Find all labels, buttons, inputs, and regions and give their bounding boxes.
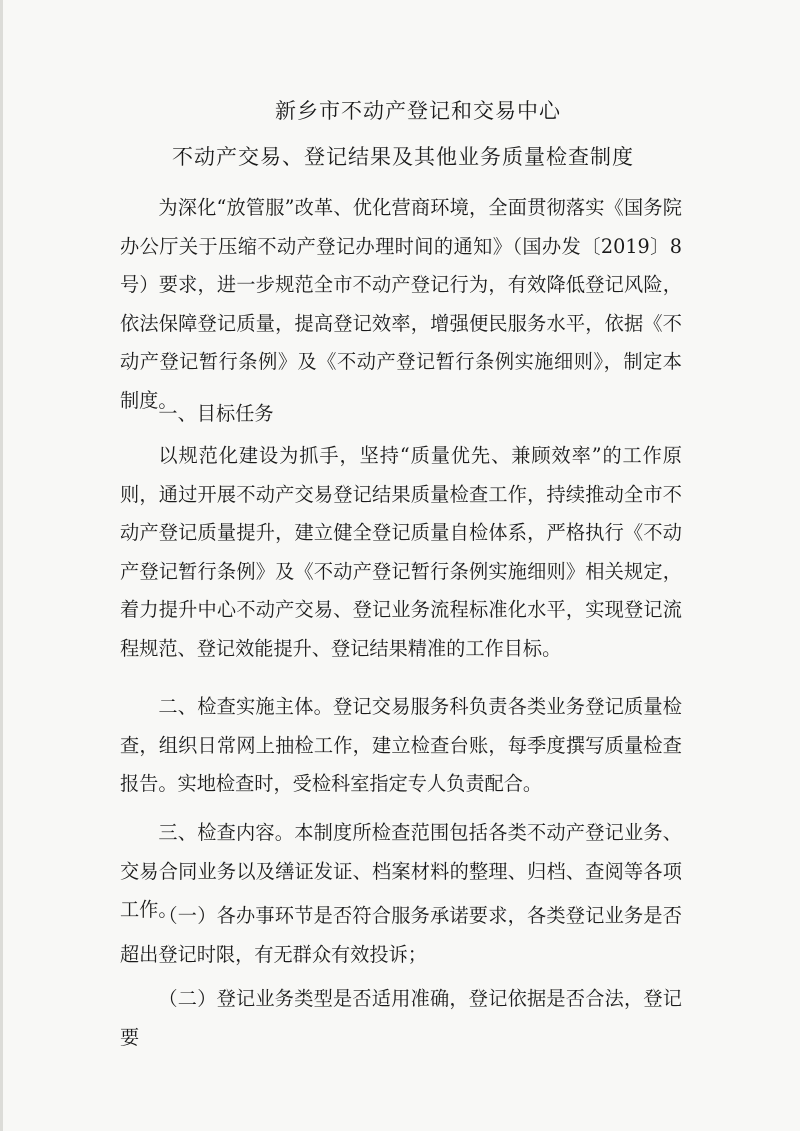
document-title-organization: 新乡市不动产登记和交易中心: [275, 99, 561, 123]
paragraph-goals: 以规范化建设为抓手，坚持“质量优先、兼顾效率”的工作原则，通过开展不动产交易登记结果质量检查工作，持续推动全市不动产登记质量提升，建立健全登记质量自检体系，严格执行《不动产登记暂行条例》及《不动产登记暂行条例实施细则》相关规定，着力提升中心不动产交易、登记业务流程标准化水平，实现登记流程规范、登记效能提升、登记结果精准的工作目标。: [120, 444, 682, 660]
paragraph-preamble: 为深化“放管服”改革、优化营商环境，全面贯彻落实《国务院办公厅关于压缩不动产登记办理时间的通知》（国办发〔2019〕8号）要求，进一步规范全市不动产登记行为，有效降低登记风险，依法保障登记质量，提高登记效率，增强便民服务水平，依据《不动产登记暂行条例》及《不动产登记暂行条例实施细则》，制定本制度。: [120, 196, 682, 412]
paragraph-inspection-subject: 二、检查实施主体。登记交易服务科负责各类业务登记质量检查，组织日常网上抽检工作，建立检查台账，每季度撰写质量检查报告。实地检查时，受检科室指定专人负责配合。: [120, 695, 682, 795]
document-title-regulation: 不动产交易、登记结果及其他业务质量检查制度: [172, 145, 634, 169]
list-item-2: （二）登记业务类型是否适用准确，登记依据是否合法，登记要: [120, 987, 682, 1049]
list-item-1: （一）各办事环节是否符合服务承诺要求，各类登记业务是否超出登记时限，有无群众有效投诉；: [120, 904, 682, 966]
section-heading-goals: 一、目标任务: [158, 402, 274, 425]
paragraph-inspection-content: 三、检查内容。本制度所检查范围包括各类不动产登记业务、交易合同业务以及缮证发证、档案材料的整理、归档、查阅等各项工作。: [120, 821, 682, 921]
